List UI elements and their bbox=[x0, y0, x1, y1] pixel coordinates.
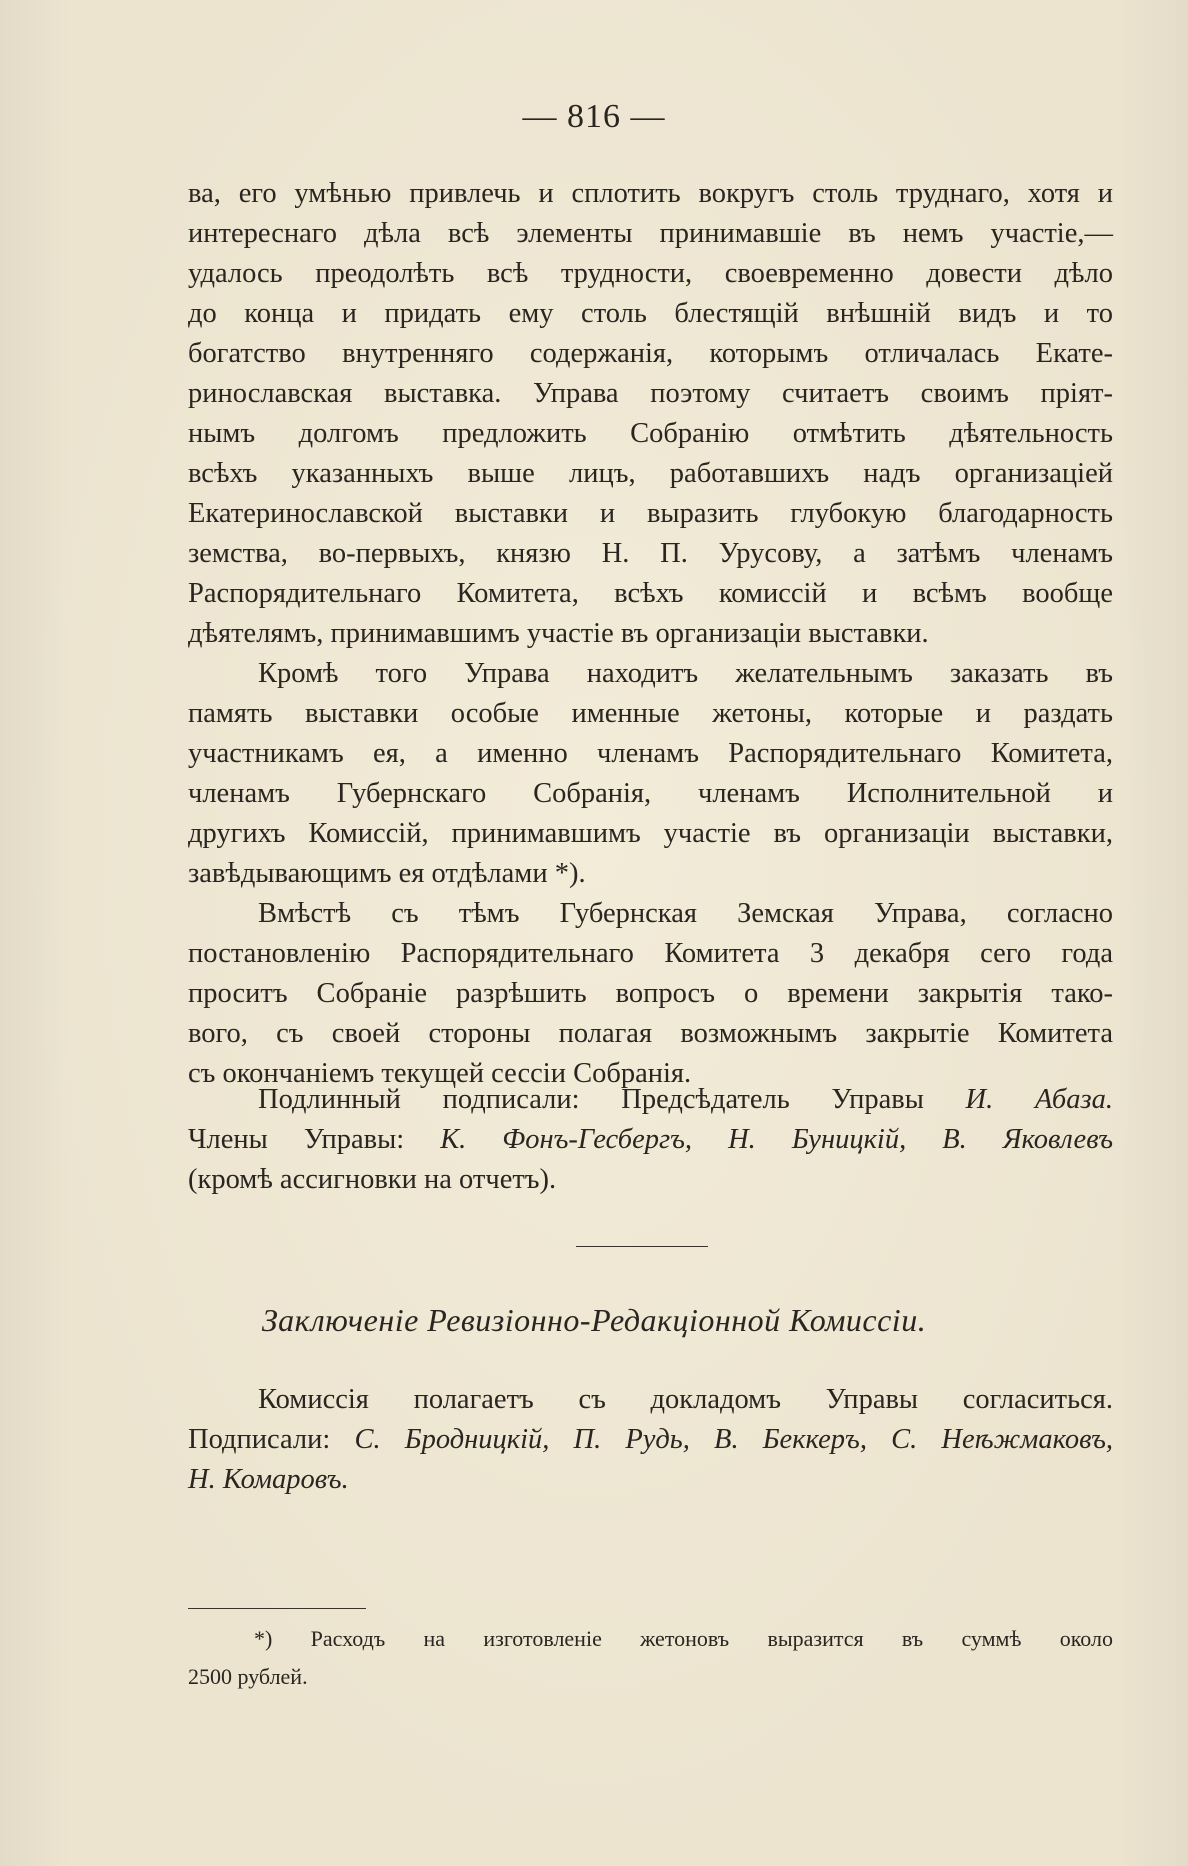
signature-note: (кромѣ ассигновки на отчетъ). bbox=[188, 1164, 557, 1195]
text-line: Распорядительнаго Комитета, всѣхъ комиссій и всѣмъ вообще bbox=[188, 578, 1113, 609]
text-line: проситъ Собраніе разрѣшить вопросъ о времени закрытія тако- bbox=[188, 978, 1113, 1009]
signer-name: Н. Комаровъ. bbox=[188, 1464, 349, 1495]
text-line: Кромѣ того Управа находитъ желательнымъ заказать въ bbox=[258, 658, 1113, 689]
commission-line: Комиссія полагаетъ съ докладомъ Управы согласиться. bbox=[258, 1384, 1113, 1415]
page-number: — 816 — bbox=[522, 98, 666, 135]
signature-block bbox=[188, 1080, 1113, 1200]
text-line: ва, его умѣнью привлечь и сплотить вокругъ столь труднаго, хотя и bbox=[188, 178, 1113, 209]
members-label: Члены Управы: bbox=[188, 1124, 405, 1155]
signer-name: С. Неѣжмаковъ, bbox=[891, 1424, 1114, 1455]
footnote-line: *) Расходъ на изготовленіе жетоновъ выразится въ суммѣ около bbox=[254, 1626, 1113, 1651]
signed-label: Подписали: bbox=[188, 1424, 331, 1455]
section-heading: Заключеніе Ревизіонно-Редакціонной Комиссіи. bbox=[261, 1302, 927, 1338]
signature-intro: Подлинный подписали: Предсѣдатель Управы bbox=[258, 1084, 924, 1115]
text-line: постановленію Распорядительнаго Комитета 3 декабря сего года bbox=[188, 938, 1113, 969]
member-name: К. Фонъ-Гесбергъ, bbox=[440, 1124, 693, 1155]
text-line: Екатеринославской выставки и выразить глубокую благодарность bbox=[188, 498, 1113, 529]
signer-name: В. Беккеръ, bbox=[714, 1424, 867, 1455]
main-paragraphs bbox=[188, 174, 1113, 1094]
member-name: Н. Буницкій, bbox=[728, 1124, 907, 1155]
text-line: до конца и придать ему столь блестящій внѣшній видъ и то bbox=[188, 298, 1113, 329]
footnote-line: 2500 рублей. bbox=[188, 1664, 308, 1689]
footnote bbox=[188, 1608, 1113, 1696]
chairman-name: И. Абаза. bbox=[965, 1084, 1114, 1115]
section-divider bbox=[576, 1246, 708, 1247]
commission-signers-line bbox=[188, 1420, 1113, 1460]
text-line: Вмѣстѣ съ тѣмъ Губернская Земская Управа, согласно bbox=[258, 898, 1113, 929]
text-line: вого, съ своей стороны полагая возможнымъ закрытіе Комитета bbox=[188, 1018, 1113, 1049]
text-line: ринославская выставка. Управа поэтому считаетъ своимъ пріят- bbox=[188, 378, 1113, 409]
signer-name: С. Бродницкій, bbox=[354, 1424, 550, 1455]
text-line: интереснаго дѣла всѣ элементы принимавшіе въ немъ участіе,— bbox=[188, 218, 1113, 249]
text-line: участникамъ ея, а именно членамъ Распорядительнаго Комитета, bbox=[188, 738, 1113, 769]
commission-block bbox=[188, 1380, 1113, 1500]
text-line: удалось преодолѣть всѣ трудности, своевременно довести дѣло bbox=[188, 258, 1113, 289]
text-line: другихъ Комиссій, принимавшимъ участіе въ организаціи выставки, bbox=[188, 818, 1113, 849]
signature-line-chairman bbox=[188, 1080, 1113, 1120]
signer-name: П. Рудь, bbox=[573, 1424, 690, 1455]
text-line: земства, во-первыхъ, князю Н. П. Урусову, а затѣмъ членамъ bbox=[188, 538, 1113, 569]
signature-line-members bbox=[188, 1120, 1113, 1160]
text-line: членамъ Губернскаго Собранія, членамъ Исполнительной и bbox=[188, 778, 1113, 809]
member-name: В. Яковлевъ bbox=[942, 1124, 1113, 1155]
text-line: память выставки особые именные жетоны, которые и раздать bbox=[188, 698, 1113, 729]
text-line: завѣдывающимъ ея отдѣлами *). bbox=[188, 858, 586, 889]
text-line: дѣятелямъ, принимавшимъ участіе въ организаціи выставки. bbox=[188, 618, 929, 649]
text-line: съ окончаніемъ текущей сессіи Собранія. bbox=[188, 1058, 692, 1089]
text-line: богатство внутренняго содержанія, которымъ отличалась Екате- bbox=[188, 338, 1113, 369]
text-line: всѣхъ указанныхъ выше лицъ, работавшихъ надъ организацiей bbox=[188, 458, 1113, 489]
text-line: нымъ долгомъ предложить Собранію отмѣтить дѣятельность bbox=[188, 418, 1113, 449]
